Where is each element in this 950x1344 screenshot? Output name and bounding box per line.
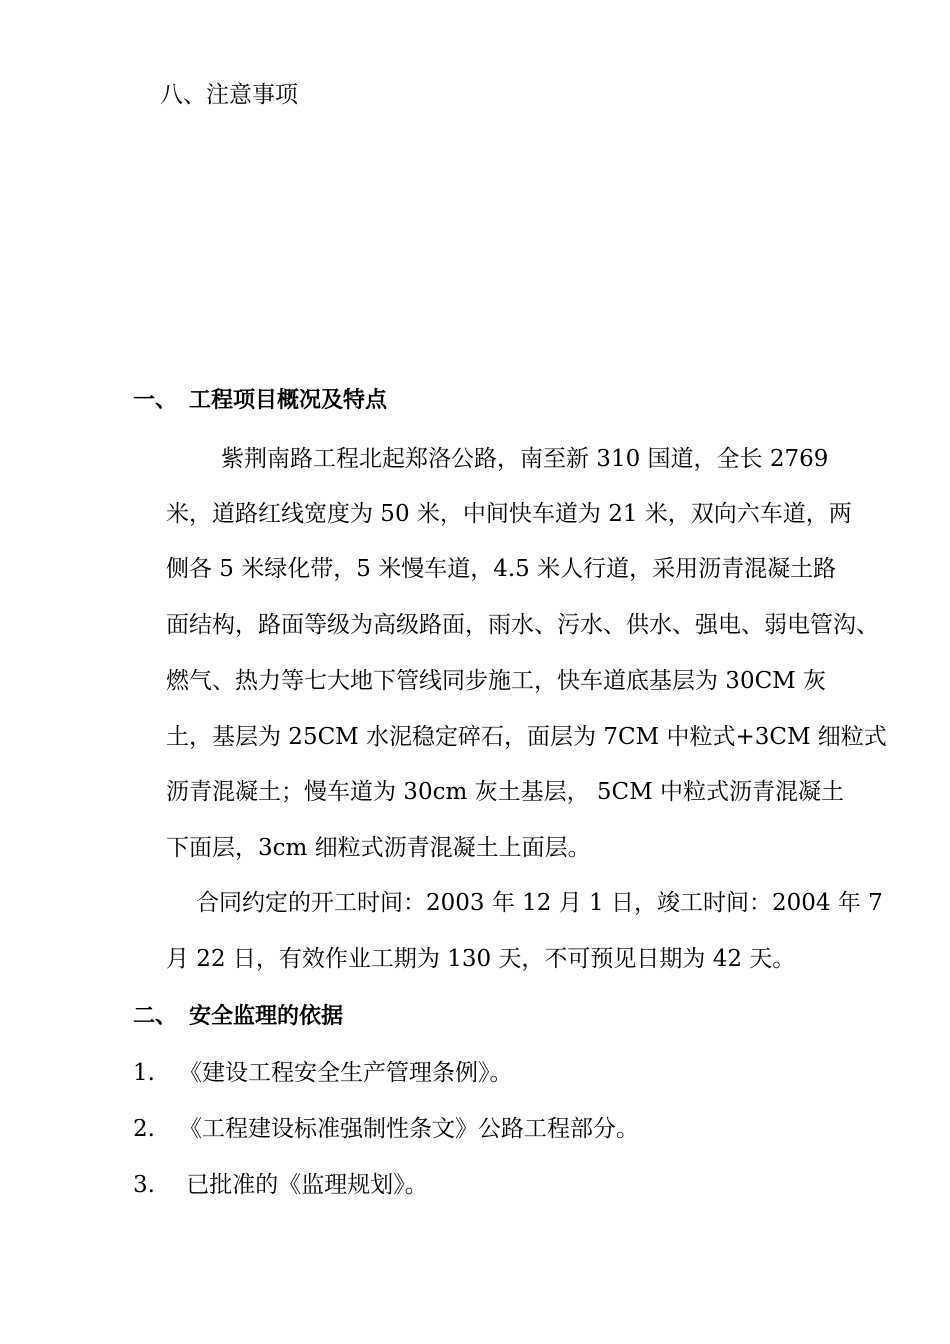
section1-heading [133, 386, 387, 416]
paragraph-line: 紫荆南路工程北起郑洛公路，南至新 310 国道，全长 2769 [221, 446, 829, 472]
list-item [133, 1170, 428, 1200]
paragraph-line: 月 22 日，有效作业工期为 130 天，不可预见日期为 42 天。 [166, 946, 796, 972]
list-item [133, 1058, 513, 1088]
section2-heading-text: 安全监理的依据 [189, 1004, 344, 1029]
section2-heading-num: 二、 [133, 1004, 178, 1029]
list-item-number: 1. [133, 1060, 155, 1086]
section1-heading-num: 一、 [133, 388, 178, 413]
paragraph-line: 米，道路红线宽度为 50 米，中间快车道为 21 米，双向六车道，两 [166, 501, 852, 527]
list-item [133, 1114, 639, 1144]
paragraph-line: 面结构，路面等级为高级路面，雨水、污水、供水、强电、弱电管沟、 [166, 612, 879, 638]
list-item-text: 已批准的《监理规划》。 [179, 1172, 428, 1198]
top-item: 八、注意事项 [160, 82, 298, 108]
paragraph-line: 燃气、热力等七大地下管线同步施工，快车道底基层为 30CM 灰 [166, 668, 827, 694]
paragraph-line: 合同约定的开工时间：2003 年 12 月 1 日，竣工时间：2004 年 7 [196, 890, 883, 916]
paragraph-line: 土，基层为 25CM 水泥稳定碎石，面层为 7CM 中粒式+3CM 细粒式 [166, 724, 887, 750]
list-item-text: 《工程建设标准强制性条文》公路工程部分。 [179, 1116, 639, 1142]
section1-heading-text: 工程项目概况及特点 [189, 388, 388, 413]
list-item-number: 2. [133, 1116, 155, 1142]
section2-heading [133, 1002, 343, 1032]
list-item-text: 《建设工程安全生产管理条例》。 [179, 1060, 513, 1086]
paragraph-line: 侧各 5 米绿化带，5 米慢车道，4.5 米人行道，采用沥青混凝土路 [166, 556, 837, 582]
paragraph-line: 下面层，3cm 细粒式沥青混凝土上面层。 [166, 835, 591, 861]
list-item-number: 3. [133, 1172, 155, 1198]
paragraph-line: 沥青混凝土；慢车道为 30cm 灰土基层， 5CM 中粒式沥青混凝土 [166, 779, 844, 805]
